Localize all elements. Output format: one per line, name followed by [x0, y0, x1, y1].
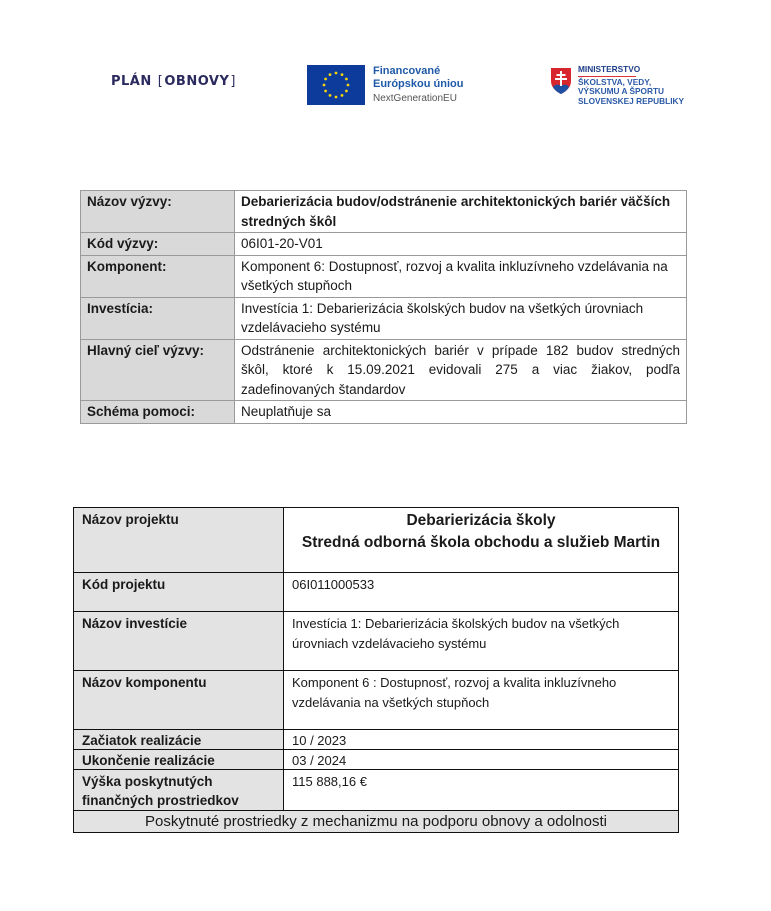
eu-text-line: Financované	[373, 65, 441, 77]
row-value: 06I011000533	[284, 573, 679, 612]
ministry-text-line: VÝSKUMU A ŠPORTU	[578, 86, 665, 97]
row-label: Kód projektu	[74, 573, 284, 612]
ministry-text-line: MINISTERSTVO	[578, 65, 636, 77]
row-value: Investícia 1: Debarierizácia školských budov na všetkých úrovniach vzdelávacieho systému	[235, 297, 687, 339]
row-value: Debarierizácia budov/odstránenie architektonických bariér väčších stredných škôl	[235, 191, 687, 233]
project-title-line: Stredná odborná škola obchodu a služieb Martin	[301, 534, 661, 551]
row-label: Investícia:	[81, 297, 235, 339]
logo-text: OBNOVY	[164, 74, 230, 89]
row-label: Názov výzvy:	[81, 191, 235, 233]
ministry-text-line: SLOVENSKEJ REPUBLIKY	[578, 95, 685, 106]
row-label: Komponent:	[81, 255, 235, 297]
table-row	[74, 671, 679, 730]
table-row	[74, 730, 679, 750]
row-label: Názov projektu	[74, 508, 284, 573]
funding-note: Poskytnuté prostriedky z mechanizmu na podporu obnovy a odolnosti	[74, 811, 679, 833]
table-row	[74, 612, 679, 671]
table-row	[81, 401, 687, 424]
call-info-table	[80, 190, 687, 424]
ministry-logo	[550, 65, 700, 111]
row-label: Hlavný cieľ výzvy:	[81, 339, 235, 401]
row-value: Investícia 1: Debarierizácia školských budov na všetkých úrovniach vzdelávacieho systému	[284, 612, 679, 671]
eu-text-line: NextGenerationEU	[373, 93, 457, 104]
row-value: 03 / 2024	[284, 750, 679, 770]
project-title-line: Debarierizácia školy	[406, 512, 556, 529]
eu-funding-logo	[307, 65, 487, 107]
logo-header	[0, 62, 771, 112]
table-row	[81, 297, 687, 339]
row-value: Odstránenie architektonických bariér v prípade 182 budov stredných škôl, ktoré k 15.09.2021 evidovali 275 a viac žiakov, podľa zadefinovaných štandardov	[235, 339, 687, 401]
row-label: Kód výzvy:	[81, 233, 235, 256]
eu-text-line: Európskou úniou	[373, 78, 464, 90]
table-row	[81, 339, 687, 401]
row-label: Názov investície	[74, 612, 284, 671]
eu-flag-icon	[307, 65, 365, 105]
table-row	[81, 191, 687, 233]
row-label: Výška poskytnutých finančných prostriedkov	[74, 770, 284, 811]
ministry-text-line: ŠKOLSTVA, VEDY,	[578, 76, 652, 87]
table-row	[74, 573, 679, 612]
logo-text: PLÁN	[111, 74, 152, 89]
bracket-icon: ]	[230, 74, 236, 89]
table-row	[74, 508, 679, 573]
table-row	[74, 770, 679, 811]
row-label: Názov komponentu	[74, 671, 284, 730]
project-info-table	[73, 507, 679, 833]
project-title	[284, 508, 679, 573]
row-value: Komponent 6 : Dostupnosť, rozvoj a kvalita inkluzívneho vzdelávania na všetkých stupňoch	[284, 671, 679, 730]
row-value: 115 888,16 €	[284, 770, 679, 811]
row-value: 10 / 2023	[284, 730, 679, 750]
row-value: Komponent 6: Dostupnosť, rozvoj a kvalita inkluzívneho vzdelávania na všetkých stupňoch	[235, 255, 687, 297]
row-label: Schéma pomoci:	[81, 401, 235, 424]
table-footer-row	[74, 811, 679, 833]
slovak-coat-of-arms-icon	[550, 67, 572, 95]
table-row	[74, 750, 679, 770]
table-row	[81, 255, 687, 297]
row-value: Neuplatňuje sa	[235, 401, 687, 424]
row-value: 06I01-20-V01	[235, 233, 687, 256]
bracket-icon: [	[157, 74, 164, 89]
row-label: Ukončenie realizácie	[74, 750, 284, 770]
table-row	[81, 233, 687, 256]
plan-obnovy-logo	[111, 74, 237, 89]
row-label: Začiatok realizácie	[74, 730, 284, 750]
